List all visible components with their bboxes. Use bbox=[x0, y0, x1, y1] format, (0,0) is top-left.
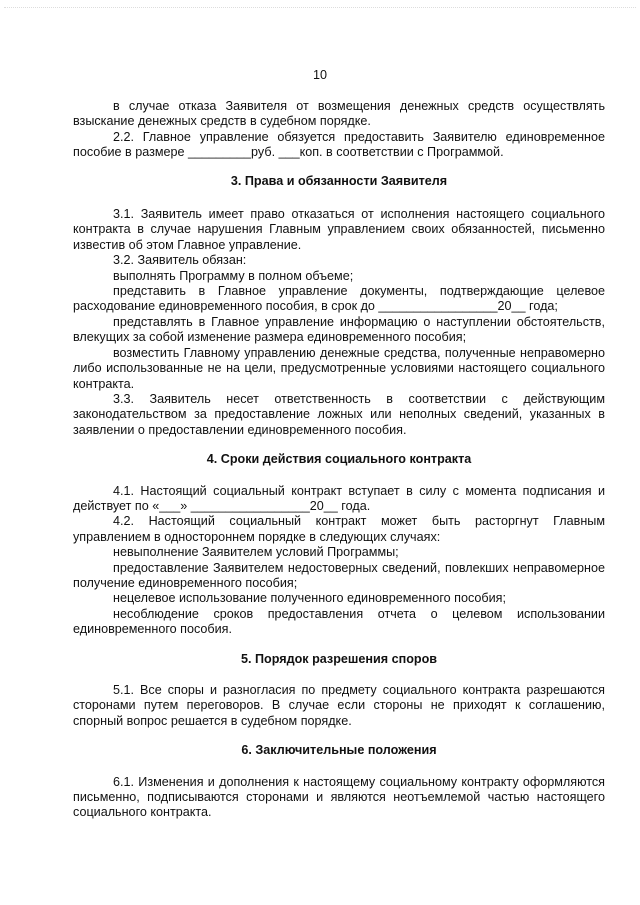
paragraph-3-2-a: выполнять Программу в полном объеме; bbox=[113, 268, 354, 283]
paragraph-5-1: 5.1. Все споры и разногласия по предмету социального контракта разрешаются сторонами путем переговоров. В случае если стороны не приходят к соглашению, спорный вопрос решается в судебном порядке. bbox=[73, 683, 605, 728]
paragraph-4-2: 4.2. Настоящий социальный контракт может быть расторгнут Главным управлением в одностороннем порядке в следующих случаях: bbox=[73, 514, 605, 544]
paragraph-4-2-b: предоставление Заявителем недостоверных сведений, повлекших неправомерное получение единовременного пособия; bbox=[73, 560, 605, 590]
paragraph-3-3: 3.3. Заявитель несет ответственность в соответствии с действующим законодательством за предоставление ложных или неполных сведений, указанных в заявлении о предоставлении единовременного пособия. bbox=[73, 391, 605, 437]
section-5-heading: 5. Порядок разрешения споров bbox=[240, 651, 438, 666]
document-body bbox=[73, 99, 605, 821]
paragraph-3-1: 3.1. Заявитель имеет право отказаться от исполнения настоящего социального контракта в случае нарушения Главным управлением своих обязанностей, письменно известив об этом Главное управление. bbox=[73, 207, 605, 252]
paragraph-4-2-a: невыполнение Заявителем условий Программы; bbox=[113, 545, 399, 560]
section-3-heading: 3. Права и обязанности Заявителя bbox=[230, 173, 448, 188]
paragraph-3-2-c: представлять в Главное управление информацию о наступлении обстоятельств, влекущих за собой изменение размера единовременного пособия; bbox=[73, 314, 605, 345]
paragraph-refund-recovery: в случае отказа Заявителя от возмещения денежных средств осуществлять взыскание денежных средств в судебном порядке. bbox=[73, 99, 605, 129]
paragraph-4-2-c: нецелевое использование полученного единовременного пособия; bbox=[113, 591, 506, 606]
paragraph-3-2-b: представить в Главное управление документы, подтверждающие целевое расходование единовременного пособия, в срок до _________________20__ года; bbox=[73, 284, 605, 314]
page-number: 10 bbox=[312, 68, 327, 82]
paragraph-6-1: 6.1. Изменения и дополнения к настоящему социальному контракту оформляются письменно, подписываются сторонами и являются неотъемлемой частью настоящего социального контракта. bbox=[73, 774, 605, 820]
section-6-heading: 6. Заключительные положения bbox=[241, 743, 437, 758]
paragraph-3-2-d: возместить Главному управлению денежные средства, полученные неправомерно либо использованные не на цели, предусмотренные условиями настоящего социального контракта. bbox=[73, 345, 605, 391]
paragraph-3-2: 3.2. Заявитель обязан: bbox=[113, 253, 247, 268]
scan-artifact-line bbox=[4, 7, 636, 10]
paragraph-4-2-d: несоблюдение сроков предоставления отчета о целевом использовании единовременного пособия. bbox=[73, 606, 605, 637]
section-4-heading: 4. Сроки действия социального контракта bbox=[206, 452, 472, 467]
paragraph-2-2: 2.2. Главное управление обязуется предоставить Заявителю единовременное пособие в размере _________руб. ___коп. в соответствии с Программой. bbox=[73, 129, 605, 160]
paragraph-4-1: 4.1. Настоящий социальный контракт вступает в силу с момента подписания и действует по «___» _________________20__ года. bbox=[73, 483, 605, 513]
